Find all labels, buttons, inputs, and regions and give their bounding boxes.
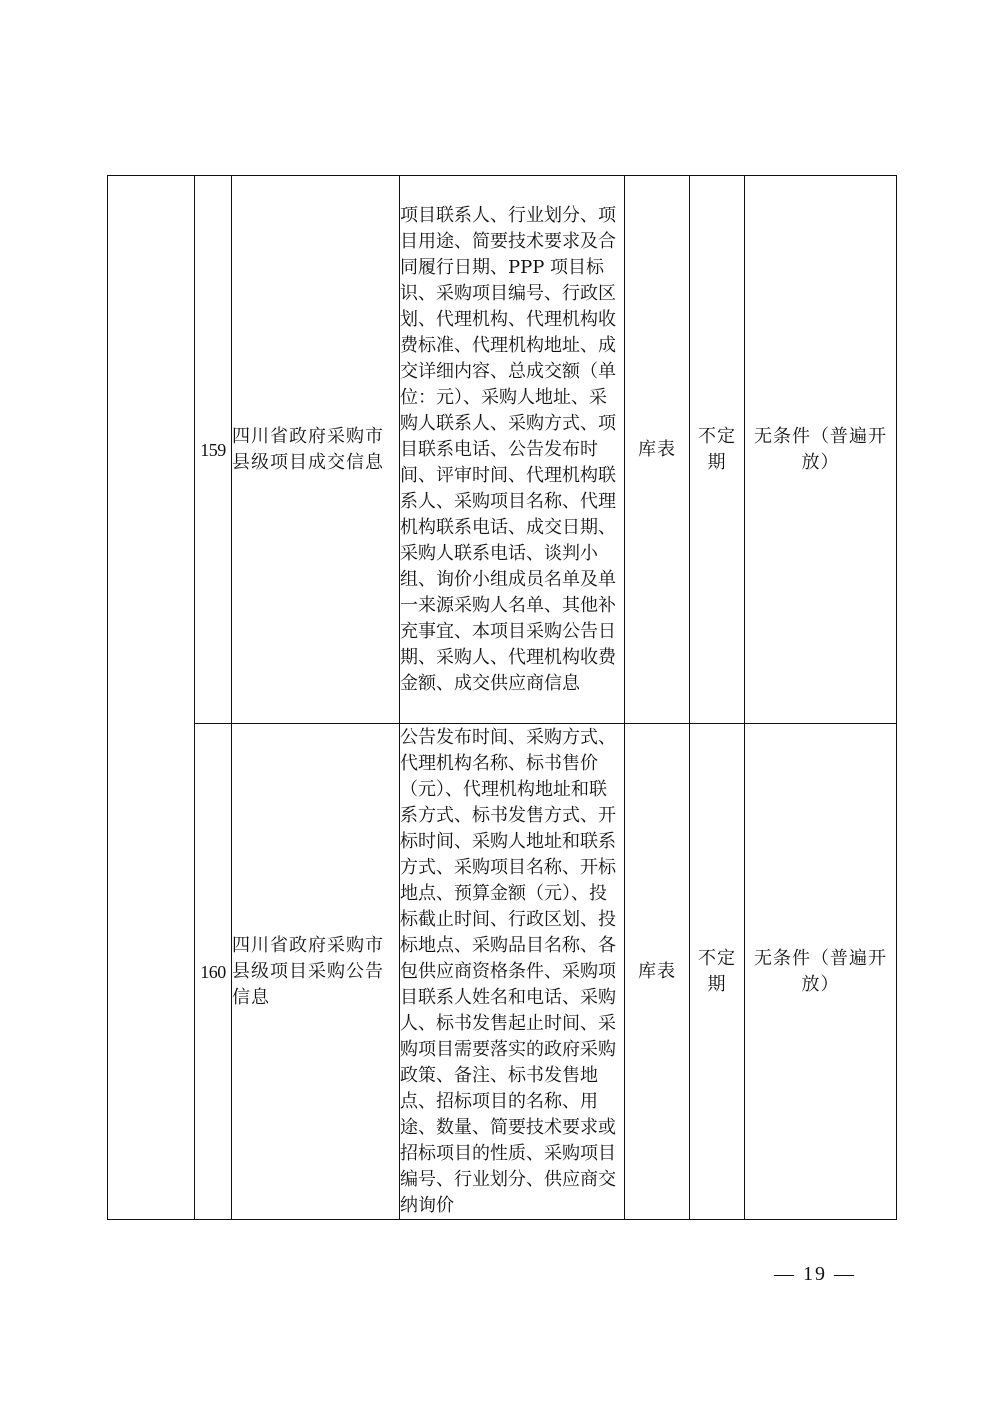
table-row: [108, 724, 897, 1220]
update-frequency: 不定期: [690, 176, 745, 724]
row-number: 159: [195, 176, 232, 724]
openness-attribute: 无条件（普遍开放）: [745, 724, 897, 1220]
category-cell: [108, 176, 195, 1220]
row-number: 160: [195, 724, 232, 1220]
resource-format: 库表: [625, 176, 690, 724]
page-number: — 19 —: [774, 1263, 856, 1285]
openness-attribute: 无条件（普遍开放）: [745, 176, 897, 724]
data-items: 公告发布时间、采购方式、代理机构名称、标书售价（元）、代理机构地址和联系方式、标书发售方式、开标时间、采购人地址和联系方式、采购项目名称、开标地点、预算金额（元）、投标截止时间、行政区划、投标地点、采购品目名称、各包供应商资格条件、采购项目联系人姓名和电话、采购人、标书发售起止时间、采购项目需要落实的政府采购政策、备注、标书发售地点、招标项目的名称、用途、数量、简要技术要求或招标项目的性质、采购项目编号、行业划分、供应商交纳询价: [400, 724, 625, 1220]
resource-name: 四川省政府采购市县级项目成交信息: [232, 176, 400, 724]
data-catalog-table: [107, 175, 897, 1220]
resource-name: 四川省政府采购市县级项目采购公告信息: [232, 724, 400, 1220]
data-items: 项目联系人、行业划分、项目用途、简要技术要求及合同履行日期、PPP 项目标识、采购项目编号、行政区划、代理机构、代理机构收费标准、代理机构地址、成交详细内容、总成交额（单位：元）、采购人地址、采购人联系人、采购方式、项目联系电话、公告发布时间、评审时间、代理机构联系人、采购项目名称、代理机构联系电话、成交日期、采购人联系电话、谈判小组、询价小组成员名单及单一来源采购人名单、其他补充事宜、本项目采购公告日期、采购人、代理机构收费金额、成交供应商信息: [400, 176, 625, 724]
update-frequency: 不定期: [690, 724, 745, 1220]
table-row: [108, 176, 897, 724]
resource-format: 库表: [625, 724, 690, 1220]
